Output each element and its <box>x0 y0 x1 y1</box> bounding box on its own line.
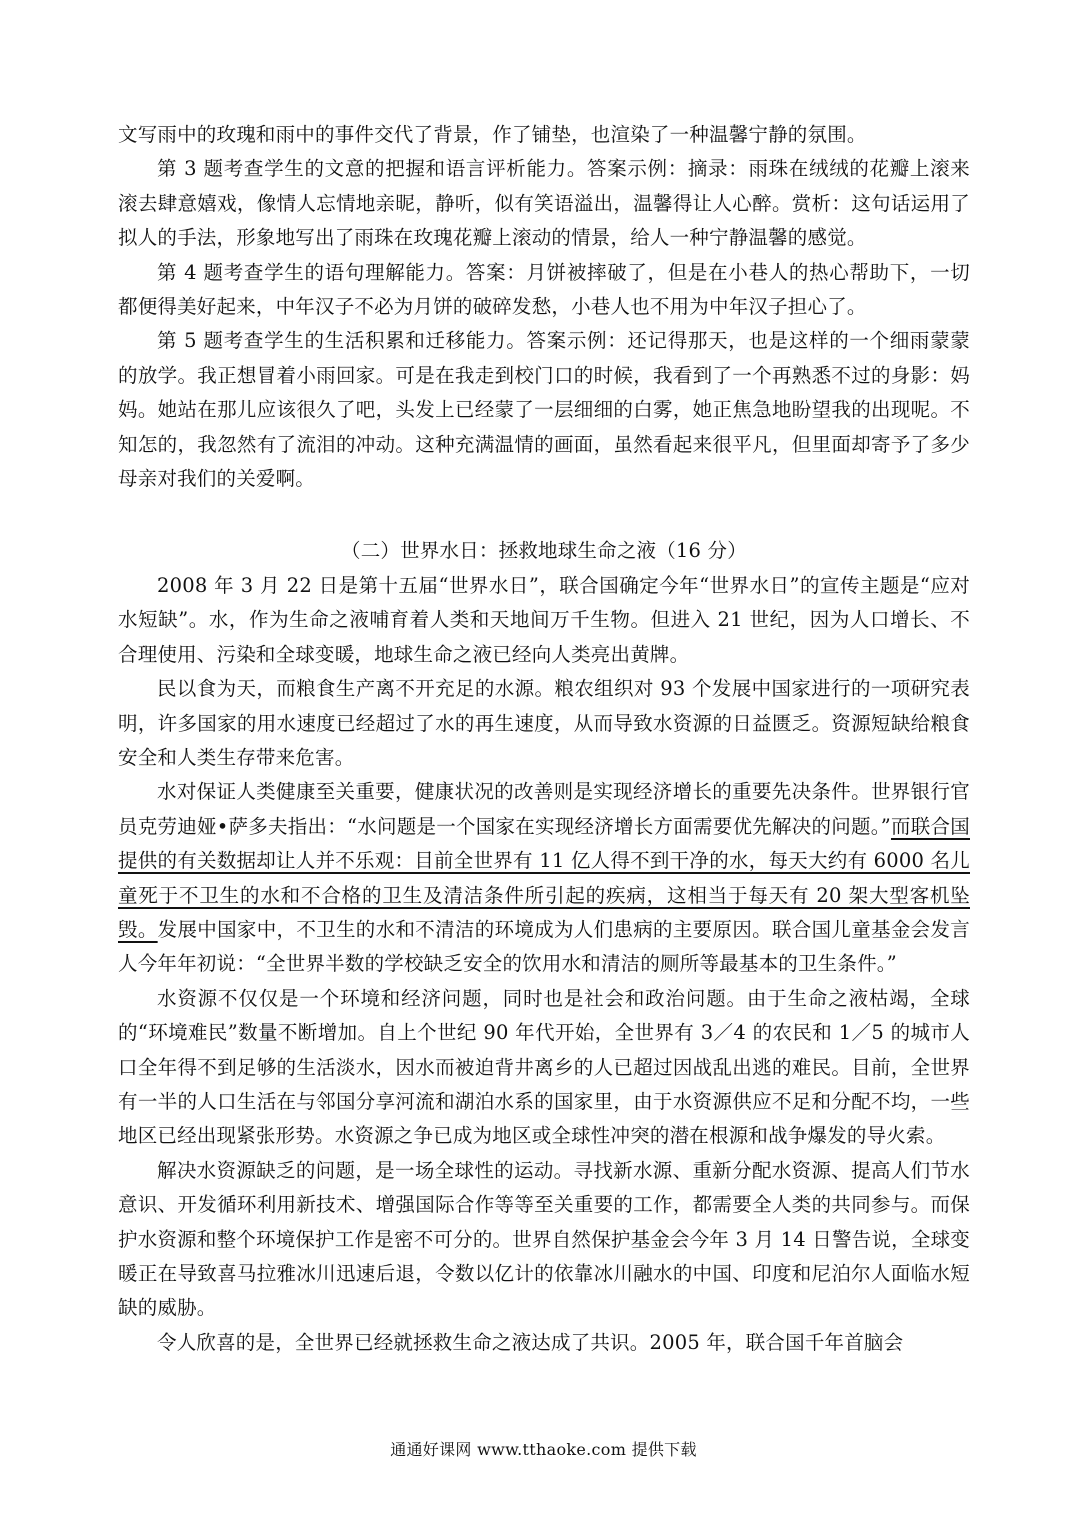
article-paragraph-3-rest: 发展中国家中，不卫生的水和不清洁的环境成为人们患病的主要原因。联合国儿童基金会发言人今年年初说：“全世界半数的学校缺乏安全的饮用水和清洁的厕所等最基本的卫生条件。” <box>118 917 970 976</box>
article-paragraph-4: 水资源不仅仅是一个环境和经济问题，同时也是社会和政治问题。由于生命之液枯竭，全球的“环境难民”数量不断增加。自上个世纪 90 年代开始，全世界有 3／4 的农民和 1／5 的城市人口全年得不到足够的生活淡水，因水而被迫背井离乡的人已超过因战乱出逃的难民。目前，全世界有一半的人口生活在与邻国分享河流和湖泊水系的国家里，由于水资源供应不足和分配不均，一些地区已经出现紧张形势。水资源之争已成为地区或全球性冲突的潜在根源和战争爆发的导火索。 <box>118 986 970 1148</box>
answer-paragraph-question-4: 第 4 题考查学生的语句理解能力。答案：月饼被摔破了，但是在小巷人的热心帮助下，一切都便得美好起来，中年汉子不必为月饼的破碎发愁，小巷人也不用为中年汉子担心了。 <box>118 260 970 319</box>
document-page <box>118 118 970 1360</box>
page-footer: 通通好课网 www.tthaoke.com 提供下载 <box>390 1440 697 1459</box>
article-paragraph-1: 2008 年 3 月 22 日是第十五届“世界水日”，联合国确定今年“世界水日”的宣传主题是“应对水短缺”。水，作为生命之液哺育着人类和天地间万千生物。但进入 21 世纪，因为人口增长、不合理使用、污染和全球变暖，地球生命之液已经向人类亮出黄牌。 <box>118 573 970 666</box>
underlined-sentence: 而联合国提供的有关数据却让人并不乐观：目前全世界有 11 亿人得不到干净的水，每天大约有 6000 名儿童死于不卫生的水和不合格的卫生及清洁条件所引起的疾病，这相当于每天有 20 架大型客机坠毁。 <box>118 814 970 941</box>
section-title: （二）世界水日：拯救地球生命之液（16 分） <box>341 539 747 563</box>
article-paragraph-2: 民以食为天，而粮食生产离不开充足的水源。粮农组织对 93 个发展中国家进行的一项研究表明，许多国家的用水速度已经超过了水的再生速度，从而导致水资源的日益匮乏。资源短缺给粮食安全和人类生存带来危害。 <box>118 677 970 769</box>
answer-paragraph-continuation: 文写雨中的玫瑰和雨中的事件交代了背景，作了铺垫，也渲染了一种温馨宁静的氛围。 <box>118 123 867 146</box>
article-paragraph-3 <box>118 775 970 981</box>
article-paragraph-6: 令人欣喜的是，全世界已经就拯救生命之液达成了共识。2005 年，联合国千年首脑会 <box>157 1330 904 1354</box>
article-paragraph-5: 解决水资源缺乏的问题，是一场全球性的运动。寻找新水源、重新分配水资源、提高人们节水意识、开发循环利用新技术、增强国际合作等等至关重要的工作，都需要全人类的共同参与。而保护水资源和整个环境保护工作是密不可分的。世界自然保护基金会今年 3 月 14 日警告说，全球变暖正在导致喜马拉雅冰川迅速后退，令数以亿计的依靠冰川融水的中国、印度和尼泊尔人面临水短缺的威胁。 <box>118 1158 970 1320</box>
answer-paragraph-question-5: 第 5 题考查学生的生活积累和迁移能力。答案示例：还记得那天，也是这样的一个细雨蒙蒙的放学。我正想冒着小雨回家。可是在我走到校门口的时候，我看到了一个再熟悉不过的身影：妈妈。她站在那儿应该很久了吧，头发上已经蒙了一层细细的白雾，她正焦急地盼望我的出现呢。不知怎的，我忽然有了流泪的冲动。这种充满温情的画面，虽然看起来很平凡，但里面却寄予了多少母亲对我们的关爱啊。 <box>118 329 970 491</box>
article-paragraph-3-intro: 水对保证人类健康至关重要，健康状况的改善则是实现经济增长的重要先决条件。世界银行官员克劳迪娅•萨多夫指出：“水问题是一个国家在实现经济增长方面需要优先解决的问题。” <box>118 780 970 838</box>
answer-paragraph-question-3: 第 3 题考查学生的文意的把握和语言评析能力。答案示例：摘录：雨珠在绒绒的花瓣上滚来滚去肆意嬉戏，像情人忘情地亲昵，静听，似有笑语溢出，温馨得让人心醉。赏析：这句话运用了拟人的手法，形象地写出了雨珠在玫瑰花瓣上滚动的情景，给人一种宁静温馨的感觉。 <box>118 157 970 250</box>
